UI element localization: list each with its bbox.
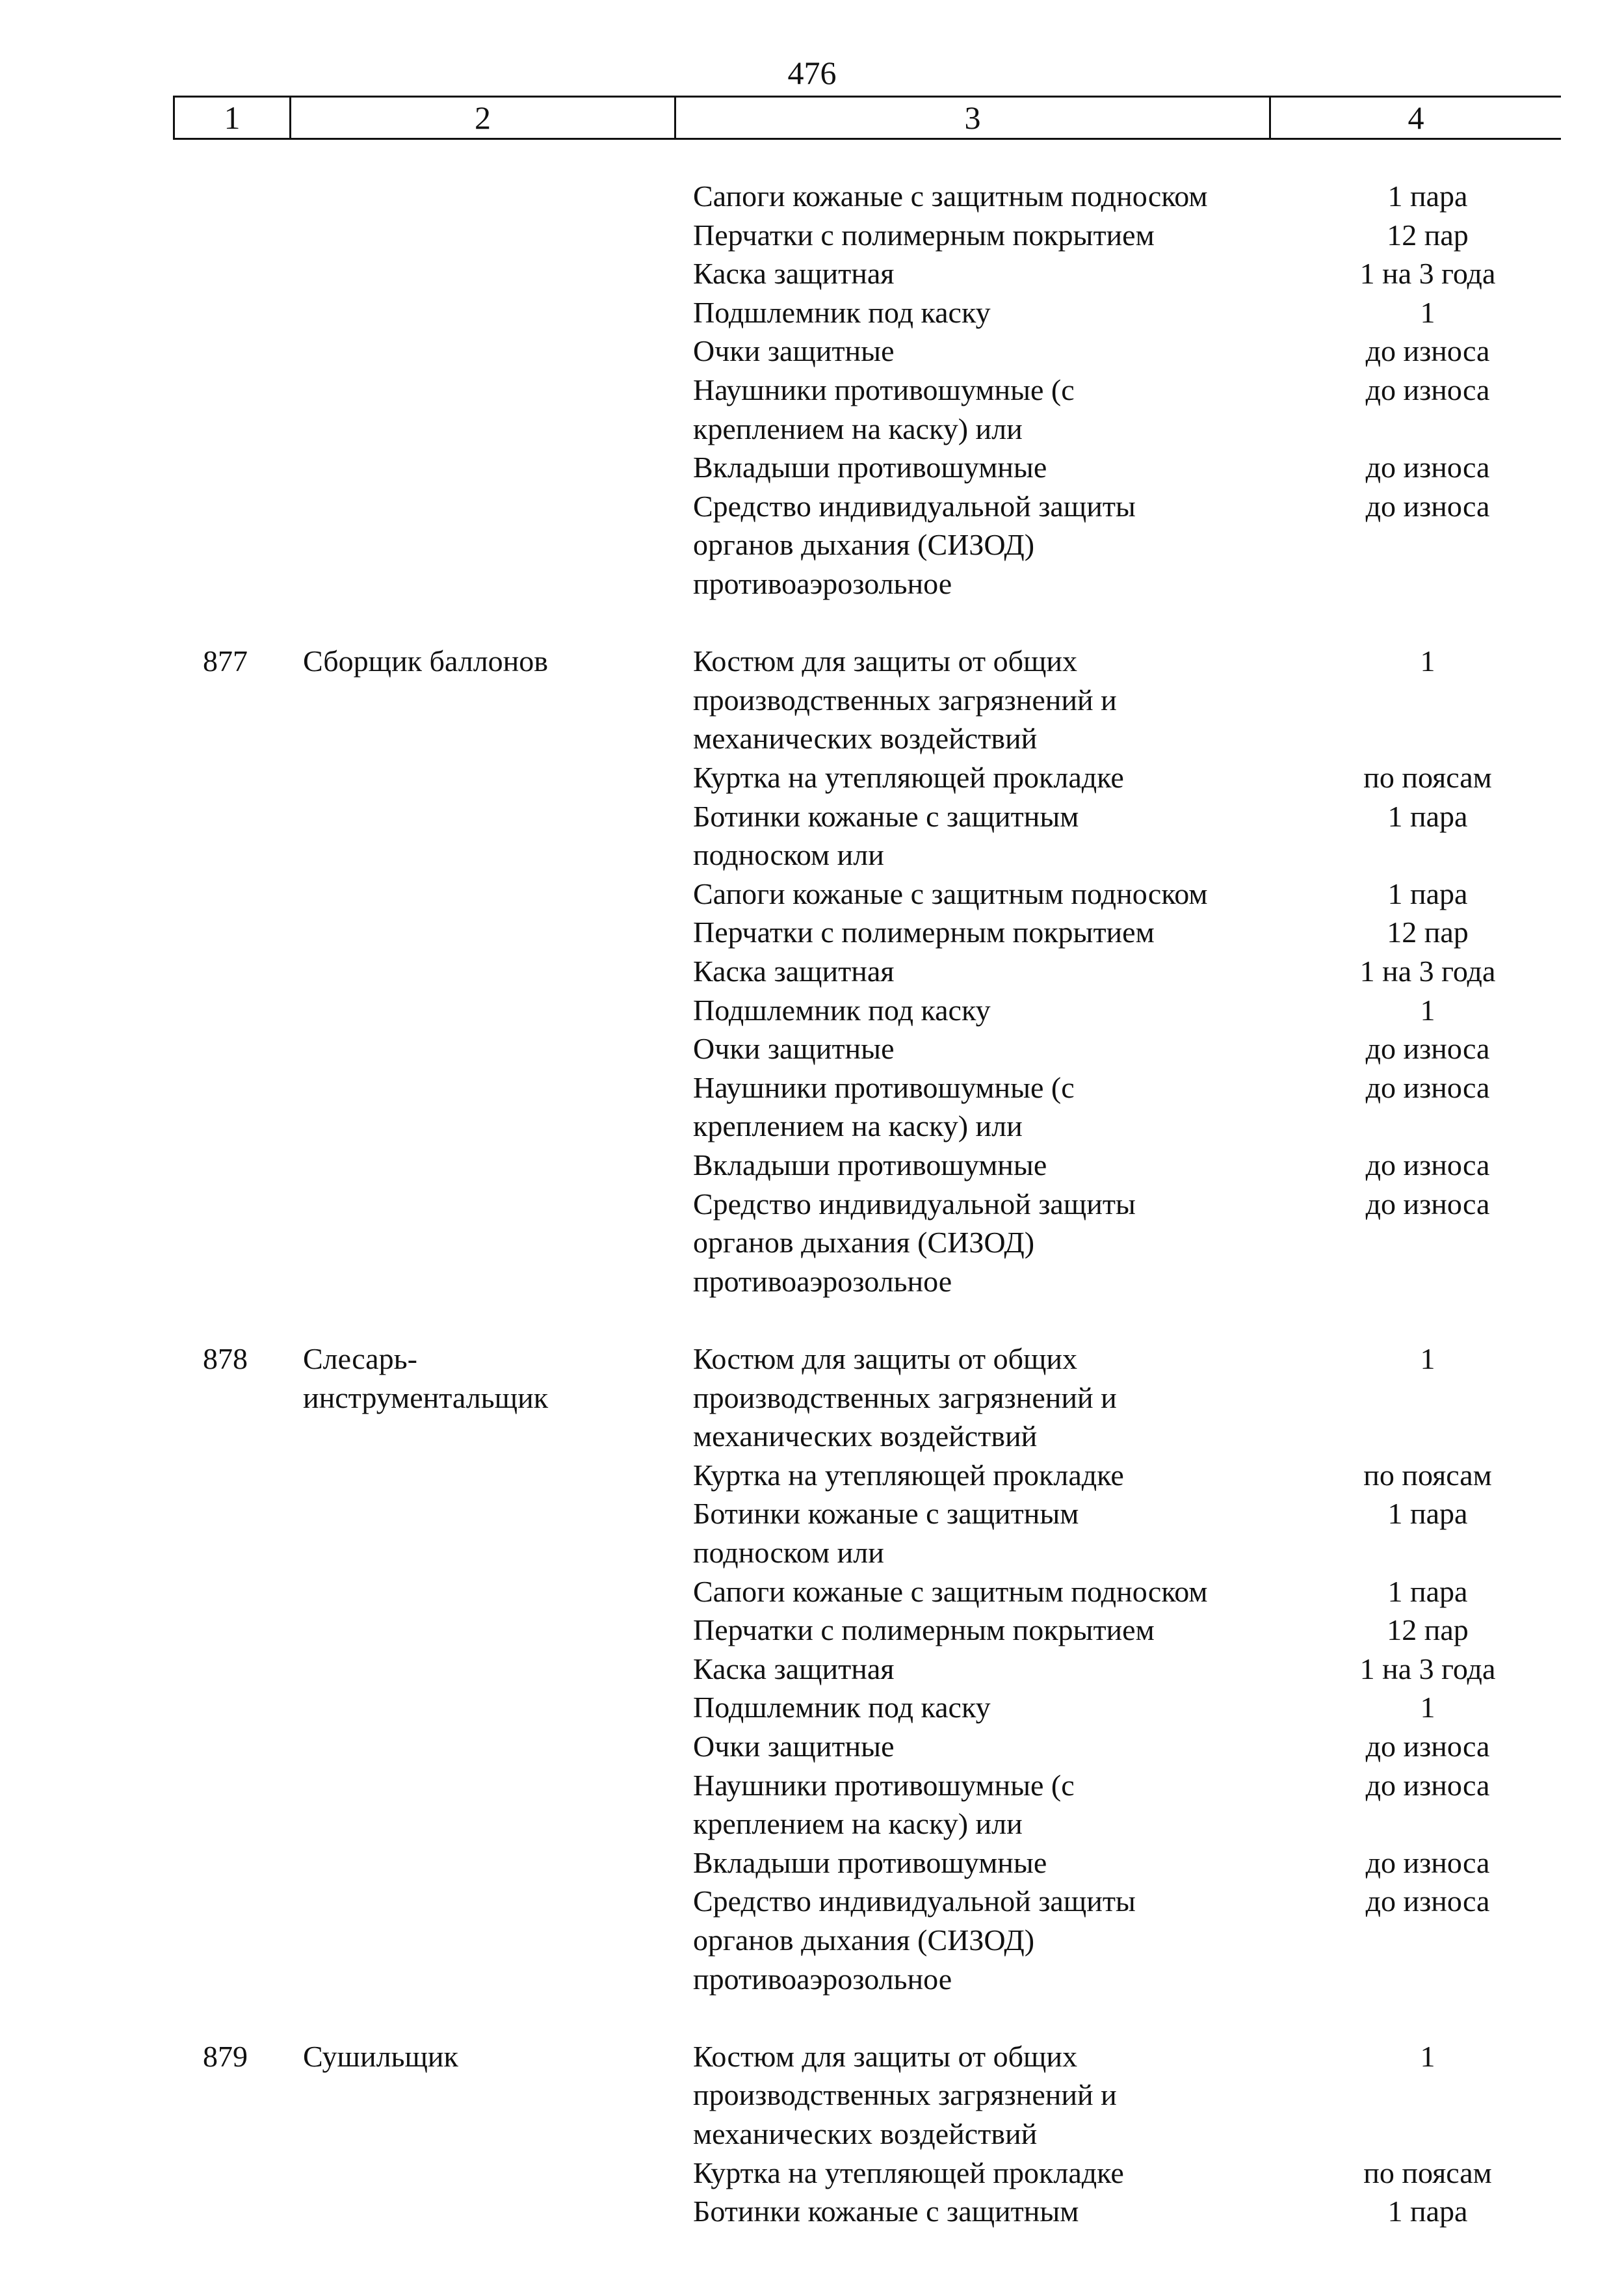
ppe-item-text: Костюм для защиты от общих	[693, 1342, 1078, 1375]
ppe-item-text: механических воздействий	[693, 2117, 1038, 2150]
ppe-item-text: Костюм для защиты от общих	[693, 2039, 1078, 2073]
ppe-item-text: Ботинки кожаные с защитным	[693, 1497, 1079, 1531]
ppe-item-text: органов дыхания (СИЗОД)	[693, 1923, 1035, 1957]
ppe-item-text: Куртка на утепляющей прокладке	[693, 761, 1124, 794]
ppe-item-quantity: до износа	[1365, 1884, 1490, 1918]
ppe-item-text: Сапоги кожаные с защитным подноском	[693, 1574, 1208, 1608]
ppe-item-text: подноском или	[693, 838, 884, 872]
profession-name: инструментальщик	[303, 1380, 549, 1414]
ppe-item-quantity: 1	[1420, 993, 1435, 1027]
ppe-item-quantity: до износа	[1365, 1148, 1490, 1181]
page-number: 476	[787, 55, 837, 91]
ppe-item-text: Перчатки с полимерным покрытием	[693, 218, 1155, 252]
ppe-item-text: креплением на каску) или	[693, 412, 1023, 445]
ppe-item-text: механических воздействий	[693, 722, 1038, 756]
ppe-item-quantity: 1	[1420, 1691, 1435, 1724]
ppe-item-text: Каска защитная	[693, 955, 895, 988]
ppe-item-text: Подшлемник под каску	[693, 1691, 991, 1724]
header-col-1: 1	[224, 99, 241, 136]
ppe-item-quantity: 1 на 3 года	[1359, 1652, 1496, 1685]
profession-name: Сушильщик	[303, 2039, 458, 2073]
ppe-item-quantity: 1 пара	[1387, 179, 1468, 213]
ppe-item-text: производственных загрязнений и	[693, 2078, 1117, 2112]
ppe-item-text: органов дыхания (СИЗОД)	[693, 1226, 1035, 1260]
ppe-item-text: Вкладыши противошумные	[693, 1845, 1047, 1879]
ppe-item-text: противоаэрозольное	[693, 1264, 952, 1298]
ppe-item-quantity: 1 пара	[1387, 1497, 1468, 1531]
ppe-item-quantity: 1 пара	[1387, 2195, 1468, 2228]
ppe-item-text: креплением на каску) или	[693, 1109, 1023, 1143]
ppe-item-text: Перчатки с полимерным покрытием	[693, 1613, 1155, 1647]
ppe-item-text: механических воздействий	[693, 1419, 1038, 1453]
ppe-item-text: Вкладыши противошумные	[693, 1148, 1047, 1181]
ppe-item-text: Наушники противошумные (с	[693, 373, 1075, 406]
ppe-item-quantity: 1 пара	[1387, 1574, 1468, 1608]
ppe-item-text: производственных загрязнений и	[693, 1380, 1117, 1414]
ppe-item-text: Куртка на утепляющей прокладке	[693, 2156, 1124, 2189]
ppe-item-quantity: 1	[1420, 1342, 1435, 1375]
ppe-item-text: Средство индивидуальной защиты	[693, 1187, 1136, 1221]
header-col-3: 3	[964, 99, 981, 136]
ppe-item-quantity: по поясам	[1363, 1458, 1492, 1492]
ppe-item-quantity: по поясам	[1363, 2156, 1492, 2189]
ppe-item-quantity: до износа	[1365, 489, 1490, 523]
ppe-item-text: подноском или	[693, 1536, 884, 1569]
ppe-item-text: Каска защитная	[693, 1652, 895, 1685]
ppe-item-quantity: 12 пар	[1387, 1613, 1469, 1647]
ppe-item-text: Сапоги кожаные с защитным подноском	[693, 179, 1208, 213]
ppe-item-text: Подшлемник под каску	[693, 993, 991, 1027]
ppe-item-text: Ботинки кожаные с защитным	[693, 799, 1079, 833]
profession-name: Слесарь-	[303, 1342, 417, 1375]
header-col-4: 4	[1408, 99, 1424, 136]
ppe-item-quantity: 1 на 3 года	[1359, 257, 1496, 291]
ppe-item-text: противоаэрозольное	[693, 567, 952, 600]
ppe-item-text: Вкладыши противошумные	[693, 451, 1047, 484]
ppe-item-text: Каска защитная	[693, 257, 895, 291]
entry-number: 878	[203, 1342, 248, 1375]
ppe-item-quantity: 1 пара	[1387, 877, 1468, 910]
ppe-item-text: Сапоги кожаные с защитным подноском	[693, 877, 1208, 910]
ppe-item-text: Костюм для защиты от общих	[693, 644, 1078, 678]
profession-name: Сборщик баллонов	[303, 644, 549, 678]
ppe-item-quantity: до износа	[1365, 1768, 1490, 1802]
ppe-item-quantity: 12 пар	[1387, 218, 1469, 252]
entry-number: 879	[203, 2039, 248, 2073]
ppe-item-quantity: до износа	[1365, 1070, 1490, 1104]
ppe-item-text: Средство индивидуальной защиты	[693, 1884, 1136, 1918]
ppe-item-text: Ботинки кожаные с защитным	[693, 2195, 1079, 2228]
ppe-item-text: креплением на каску) или	[693, 1807, 1023, 1841]
ppe-item-text: Очки защитные	[693, 1730, 895, 1763]
ppe-item-text: Подшлемник под каску	[693, 295, 991, 329]
ppe-item-quantity: до износа	[1365, 1730, 1490, 1763]
ppe-item-text: противоаэрозольное	[693, 1962, 952, 1996]
ppe-item-quantity: по поясам	[1363, 761, 1492, 794]
ppe-item-text: Наушники противошумные (с	[693, 1768, 1075, 1802]
ppe-item-quantity: до износа	[1365, 1187, 1490, 1221]
header-col-2: 2	[475, 99, 491, 136]
ppe-item-quantity: до износа	[1365, 1032, 1490, 1066]
ppe-item-text: производственных загрязнений и	[693, 683, 1117, 717]
ppe-item-quantity: 1	[1420, 644, 1435, 678]
ppe-item-text: органов дыхания (СИЗОД)	[693, 528, 1035, 562]
ppe-item-text: Очки защитные	[693, 1032, 895, 1066]
ppe-item-text: Наушники противошумные (с	[693, 1070, 1075, 1104]
ppe-item-text: Средство индивидуальной защиты	[693, 489, 1136, 523]
ppe-item-quantity: 12 пар	[1387, 916, 1469, 949]
ppe-item-quantity: 1 пара	[1387, 799, 1468, 833]
ppe-item-quantity: 1	[1420, 295, 1435, 329]
ppe-item-quantity: до износа	[1365, 451, 1490, 484]
ppe-item-quantity: 1	[1420, 2039, 1435, 2073]
ppe-item-quantity: до износа	[1365, 334, 1490, 368]
table-header	[173, 96, 1561, 140]
ppe-item-text: Перчатки с полимерным покрытием	[693, 916, 1155, 949]
ppe-item-quantity: до износа	[1365, 373, 1490, 406]
ppe-item-text: Куртка на утепляющей прокладке	[693, 1458, 1124, 1492]
entry-number: 877	[203, 644, 248, 678]
ppe-item-quantity: до износа	[1365, 1845, 1490, 1879]
ppe-item-quantity: 1 на 3 года	[1359, 955, 1496, 988]
ppe-item-text: Очки защитные	[693, 334, 895, 368]
